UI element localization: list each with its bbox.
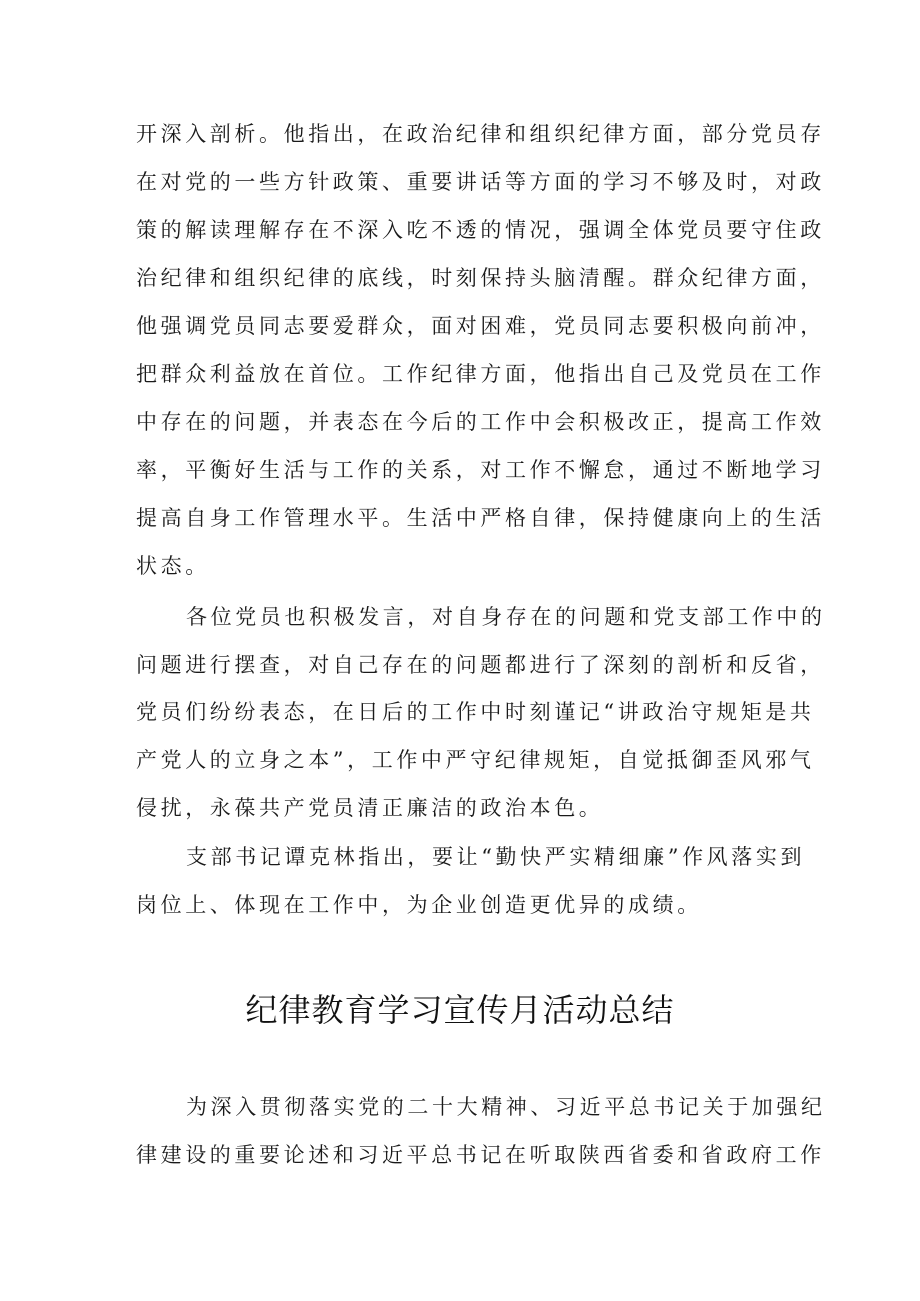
- text-line: 产党人的立身之本”，工作中严守纪律规矩，自觉抵御歪风邪气: [136, 748, 815, 772]
- text-line: 为深入贯彻落实党的二十大精神、习近平总书记关于加强纪: [186, 1095, 826, 1119]
- text-line: 中存在的问题，并表态在今后的工作中会积极改正，提高工作效: [136, 410, 825, 434]
- text-line: 提高自身工作管理水平。生活中严格自律，保持健康向上的生活: [136, 506, 825, 530]
- text-line: 治纪律和组织纪律的底线，时刻保持头脑清醒。群众纪律方面，: [136, 266, 825, 290]
- text-line: 他强调党员同志要爱群众，面对困难，党员同志要积极向前冲，: [136, 314, 825, 338]
- text-line: 率，平衡好生活与工作的关系，对工作不懈怠，通过不断地学习: [136, 458, 825, 482]
- text-line: 支部书记谭克林指出，要让“勤快严实精细廉”作风落实到: [186, 845, 806, 869]
- text-line: 在对党的一些方针政策、重要讲话等方面的学习不够及时，对政: [136, 170, 825, 194]
- text-line: 岗位上、体现在工作中，为企业创造更优异的成绩。: [136, 893, 702, 917]
- text-line: 各位党员也积极发言，对自身存在的问题和党支部工作中的: [186, 605, 826, 629]
- section-heading: 纪律教育学习宣传月活动总结: [245, 991, 675, 1029]
- text-line: 策的解读理解存在不深入吃不透的情况，强调全体党员要守住政: [136, 218, 825, 242]
- text-line: 律建设的重要论述和习近平总书记在听取陕西省委和省政府工作: [136, 1143, 825, 1167]
- text-line: 问题进行摆查，对自己存在的问题都进行了深刻的剖析和反省，: [136, 653, 825, 677]
- text-line: 开深入剖析。他指出，在政治纪律和组织纪律方面，部分党员存: [136, 122, 825, 146]
- text-line: 状态。: [136, 554, 210, 578]
- text-line: 把群众利益放在首位。工作纪律方面，他指出自己及党员在工作: [136, 362, 825, 386]
- text-line: 党员们纷纷表态，在日后的工作中时刻谨记“讲政治守规矩是共: [136, 700, 815, 724]
- text-line: 侵扰，永葆共产党员清正廉洁的政治本色。: [136, 796, 604, 820]
